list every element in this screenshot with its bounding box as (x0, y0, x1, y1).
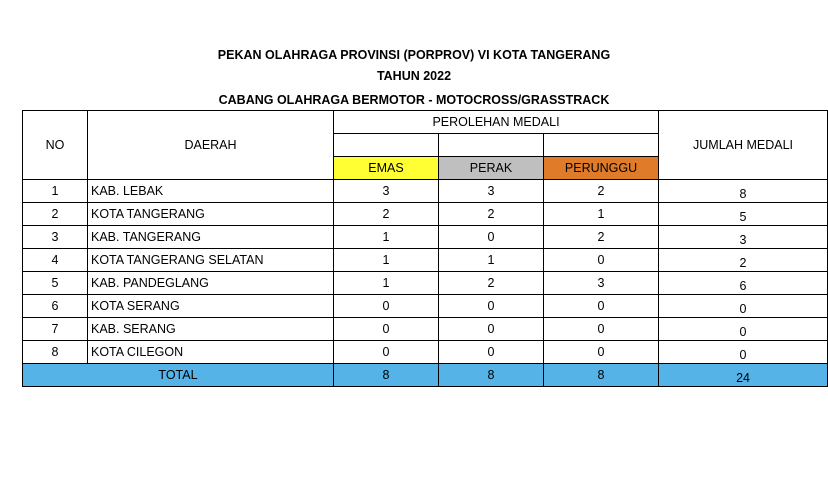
header-jumlah-medali: JUMLAH MEDALI (659, 111, 828, 180)
table-row (23, 272, 828, 295)
medal-table (22, 110, 828, 387)
row-perak: 0 (439, 318, 544, 341)
row-jumlah-value: 3 (739, 233, 747, 247)
row-no: 4 (23, 249, 88, 272)
row-perak: 0 (439, 226, 544, 249)
row-jumlah-value: 0 (739, 348, 747, 362)
row-perak: 3 (439, 180, 544, 203)
row-perunggu: 0 (544, 341, 659, 364)
row-no: 3 (23, 226, 88, 249)
row-no: 7 (23, 318, 88, 341)
row-jumlah (659, 249, 828, 272)
row-perak: 1 (439, 249, 544, 272)
row-jumlah (659, 295, 828, 318)
row-emas: 1 (334, 226, 439, 249)
row-perunggu: 0 (544, 295, 659, 318)
title-line-3: CABANG OLAHRAGA BERMOTOR - MOTOCROSS/GRASSTRACK (218, 93, 610, 107)
total-row (23, 364, 828, 387)
row-jumlah-value: 8 (739, 187, 747, 201)
row-daerah: KOTA SERANG (88, 295, 334, 318)
table-row (23, 249, 828, 272)
row-no: 5 (23, 272, 88, 295)
row-perunggu: 0 (544, 249, 659, 272)
row-daerah: KAB. TANGERANG (88, 226, 334, 249)
row-jumlah-value: 2 (739, 256, 747, 270)
row-emas: 3 (334, 180, 439, 203)
row-no: 2 (23, 203, 88, 226)
row-daerah: KAB. LEBAK (88, 180, 334, 203)
row-perak: 2 (439, 272, 544, 295)
row-jumlah (659, 341, 828, 364)
header-blank-emas (334, 134, 439, 157)
total-perak: 8 (439, 364, 544, 387)
header-blank-perunggu (544, 134, 659, 157)
header-no: NO (23, 111, 88, 180)
total-jumlah-value: 24 (736, 371, 750, 385)
row-emas: 2 (334, 203, 439, 226)
row-jumlah-value: 0 (739, 325, 747, 339)
row-no: 8 (23, 341, 88, 364)
row-jumlah (659, 318, 828, 341)
title-line-2: TAHUN 2022 (376, 69, 452, 83)
row-jumlah (659, 180, 828, 203)
header-blank-perak (439, 134, 544, 157)
row-jumlah (659, 203, 828, 226)
total-perunggu: 8 (544, 364, 659, 387)
row-emas: 0 (334, 295, 439, 318)
row-emas: 0 (334, 341, 439, 364)
row-jumlah-value: 6 (739, 279, 747, 293)
row-daerah: KOTA TANGERANG SELATAN (88, 249, 334, 272)
row-perak: 2 (439, 203, 544, 226)
row-perunggu: 2 (544, 226, 659, 249)
row-daerah: KAB. PANDEGLANG (88, 272, 334, 295)
row-emas: 0 (334, 318, 439, 341)
row-emas: 1 (334, 272, 439, 295)
total-jumlah (659, 364, 828, 387)
table-body (23, 180, 828, 364)
row-jumlah-value: 5 (739, 210, 747, 224)
row-perak: 0 (439, 295, 544, 318)
total-emas: 8 (334, 364, 439, 387)
table-row (23, 295, 828, 318)
header-perunggu: PERUNGGU (544, 157, 659, 180)
row-jumlah (659, 226, 828, 249)
row-perunggu: 3 (544, 272, 659, 295)
total-label: TOTAL (23, 364, 334, 387)
header-daerah: DAERAH (88, 111, 334, 180)
header-perolehan-medali: PEROLEHAN MEDALI (334, 111, 659, 134)
table-row (23, 226, 828, 249)
row-no: 6 (23, 295, 88, 318)
header-perak: PERAK (439, 157, 544, 180)
row-jumlah-value: 0 (739, 302, 747, 316)
row-perak: 0 (439, 341, 544, 364)
header-emas: EMAS (334, 157, 439, 180)
row-jumlah (659, 272, 828, 295)
row-emas: 1 (334, 249, 439, 272)
row-no: 1 (23, 180, 88, 203)
table-row (23, 203, 828, 226)
row-daerah: KOTA TANGERANG (88, 203, 334, 226)
table-row (23, 341, 828, 364)
table-row (23, 318, 828, 341)
row-perunggu: 2 (544, 180, 659, 203)
title-line-1: PEKAN OLAHRAGA PROVINSI (PORPROV) VI KOTA TANGERANG (217, 48, 611, 62)
row-daerah: KOTA CILEGON (88, 341, 334, 364)
table-row (23, 180, 828, 203)
row-daerah: KAB. SERANG (88, 318, 334, 341)
row-perunggu: 1 (544, 203, 659, 226)
row-perunggu: 0 (544, 318, 659, 341)
